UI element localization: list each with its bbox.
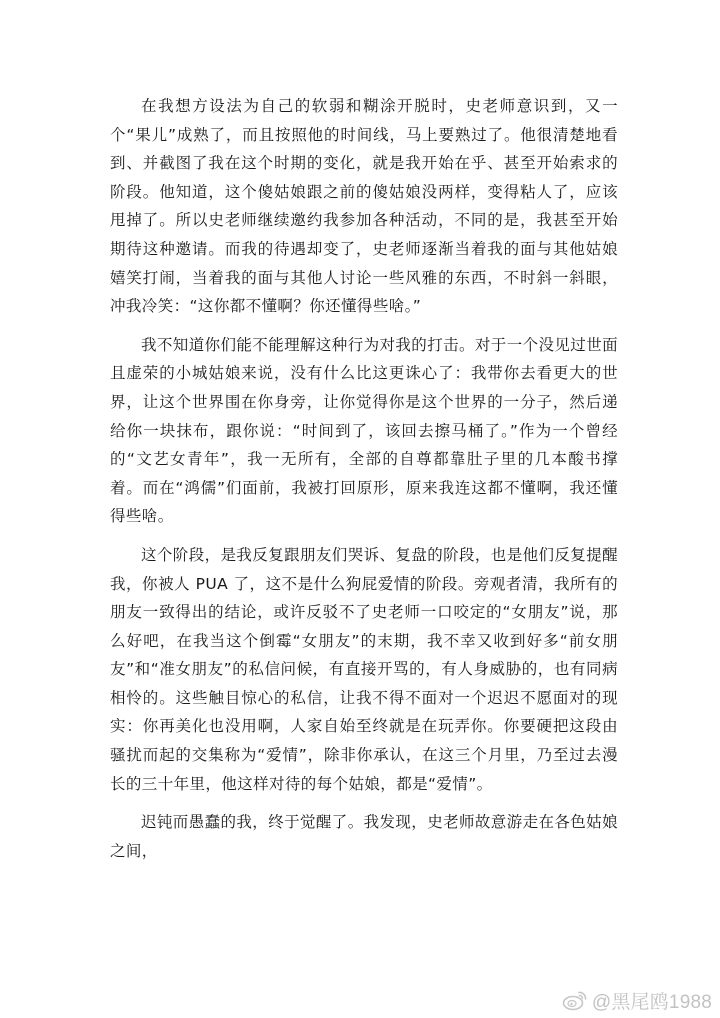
paragraph-2: 我不知道你们能不能理解这种行为对我的打击。对于一个没见过世面且虚荣的小城姑娘来说，没有什么比这更诛心了：我带你去看更大的世界，让这个世界围在你身旁，让你觉得你是这个世界的一分子，然后递给你一块抹布，跟你说：“时间到了，该回去擦马桶了。”作为一个曾经的“文艺女青年”，我一无所有，全部的自尊都靠肚子里的几本酸书撑着。而在“鸿儒”们面前，我被打回原形，原来我连这都不懂啊，我还懂得些啥。 [110, 335, 619, 526]
paragraph-1: 在我想方设法为自己的软弱和糊涂开脱时，史老师意识到，又一个“果儿”成熟了，而且按照他的时间线，马上要熟过了。他很清楚地看到、并截图了我在这个时期的变化，就是我开始在乎、甚至开始索求的阶段。他知道，这个傻姑娘跟之前的傻姑娘没两样，变得粘人了，应该甩掉了。所以史老师继续邀约我参加各种活动，不同的是，我甚至开始期待这种邀请。而我的待遇却变了，史老师逐渐当着我的面与其他姑娘嬉笑打闹，当着我的面与其他人讨论一些风雅的东西，不时斜一斜眼，冲我冷笑：“这你都不懂啊？你还懂得些啥。” [110, 97, 618, 316]
watermark-text: @黑尾鸥1988 [591, 991, 712, 1013]
document-body [110, 92, 618, 875]
weibo-logo-icon [562, 989, 588, 1011]
watermark [562, 986, 712, 1014]
paragraph-4: 迟钝而愚蠢的我，终于觉醒了。我发现，史老师故意游走在各色姑娘之间， [110, 813, 619, 860]
paragraph-3: 这个阶段，是我反复跟朋友们哭诉、复盘的阶段，也是他们反复提醒我，你被人 PUA 了，这不是什么狗屁爱情的阶段。旁观者清，我所有的朋友一致得出的结论，或许反驳不了史老师一口咬定的“女朋友”说，那么好吧，在我当这个倒霉“女朋友”的末期，我不幸又收到好多“前女朋友”和“准女朋友”的私信问候，有直接开骂的，有人身威胁的，也有同病相怜的。这些触目惊心的私信，让我不得不面对一个迟迟不愿面对的现实：你再美化也没用啊，人家自始至终就是在玩弄你。你要硬把这段由骚扰而起的交集称为“爱情”，除非你承认，在这三个月里，乃至过去漫长的三十年里，他这样对待的每个姑娘，都是“爱情”。 [110, 545, 619, 793]
